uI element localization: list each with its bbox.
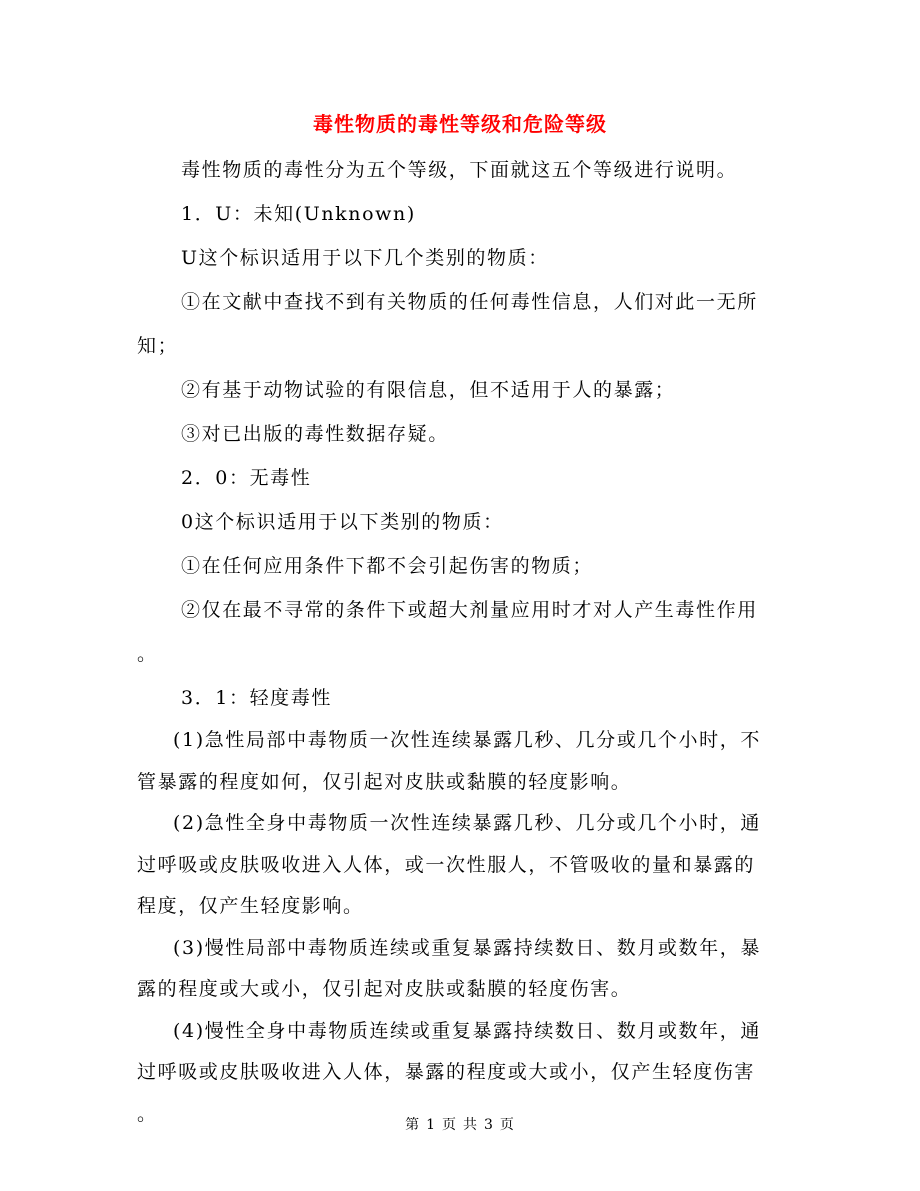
footer-label-page: 第: [405, 1117, 421, 1133]
list-item-0-2-cont: 。: [137, 643, 158, 665]
list-item-0-1: ①在任何应用条件下都不会引起伤害的物质；: [181, 555, 594, 577]
paragraph-1-acute-systemic: (2)急性全身中毒物质一次性连续暴露几秒、几分或几个小时，通: [173, 812, 761, 834]
page-footer: [0, 1114, 920, 1136]
paragraph-1-chronic-systemic-cont2: 。: [137, 1102, 158, 1125]
footer-label-total: 共: [463, 1117, 478, 1133]
paragraph-intro: 毒性物质的毒性分为五个等级，下面就这五个等级进行说明。: [181, 159, 738, 181]
section-heading-u: 1．U：未知(Unknown): [181, 203, 416, 225]
document-title: 毒性物质的毒性等级和危险等级: [313, 112, 607, 136]
footer-current-page: 1: [426, 1117, 436, 1133]
paragraph-0-scope: 0这个标识适用于以下类别的物质：: [181, 511, 504, 533]
list-item-0-2: ②仅在最不寻常的条件下或超大剂量应用时才对人产生毒性作用: [181, 599, 758, 621]
paragraph-1-acute-systemic-cont: 过呼吸或皮肤吸收进入人体，或一次性服人，不管吸收的量和暴露的: [137, 853, 756, 876]
paragraph-1-acute-local-cont: 管暴露的程度如何，仅引起对皮肤或黏膜的轻度影响。: [137, 770, 632, 793]
paragraph-u-scope: U这个标识适用于以下几个类别的物质：: [181, 247, 549, 269]
document-body: [137, 148, 783, 1135]
list-item-u-2: ②有基于动物试验的有限信息，但不适用于人的暴露；: [181, 379, 676, 401]
footer-label-page-unit: 页: [442, 1117, 457, 1133]
list-item-u-3: ③对已出版的毒性数据存疑。: [181, 423, 449, 445]
list-item-u-1: ①在文献中查找不到有关物质的任何毒性信息，人们对此一无所: [181, 291, 758, 313]
paragraph-1-chronic-systemic: (4)慢性全身中毒物质连续或重复暴露持续数日、数月或数年，通: [173, 1019, 761, 1042]
footer-total-pages: 3: [484, 1117, 494, 1133]
list-item-u-1-cont: 知；: [137, 335, 179, 357]
section-heading-1: 3．1：轻度毒性: [181, 687, 332, 709]
paragraph-1-chronic-systemic-cont: 过呼吸或皮肤吸收进入人体，暴露的程度或大或小，仅产生轻度伤害: [137, 1061, 756, 1083]
footer-label-total-unit: 页: [499, 1117, 515, 1133]
paragraph-1-acute-local: (1)急性局部中毒物质一次性连续暴露几秒、几分或几个小时，不: [173, 729, 761, 751]
paragraph-1-acute-systemic-cont2: 程度，仅产生轻度影响。: [137, 895, 364, 917]
paragraph-1-chronic-local-cont: 露的程度或大或小，仅引起对皮肤或黏膜的轻度伤害。: [137, 978, 632, 1000]
paragraph-1-chronic-local: (3)慢性局部中毒物质连续或重复暴露持续数日、数月或数年，暴: [173, 936, 761, 959]
section-heading-0: 2．0：无毒性: [181, 467, 312, 489]
